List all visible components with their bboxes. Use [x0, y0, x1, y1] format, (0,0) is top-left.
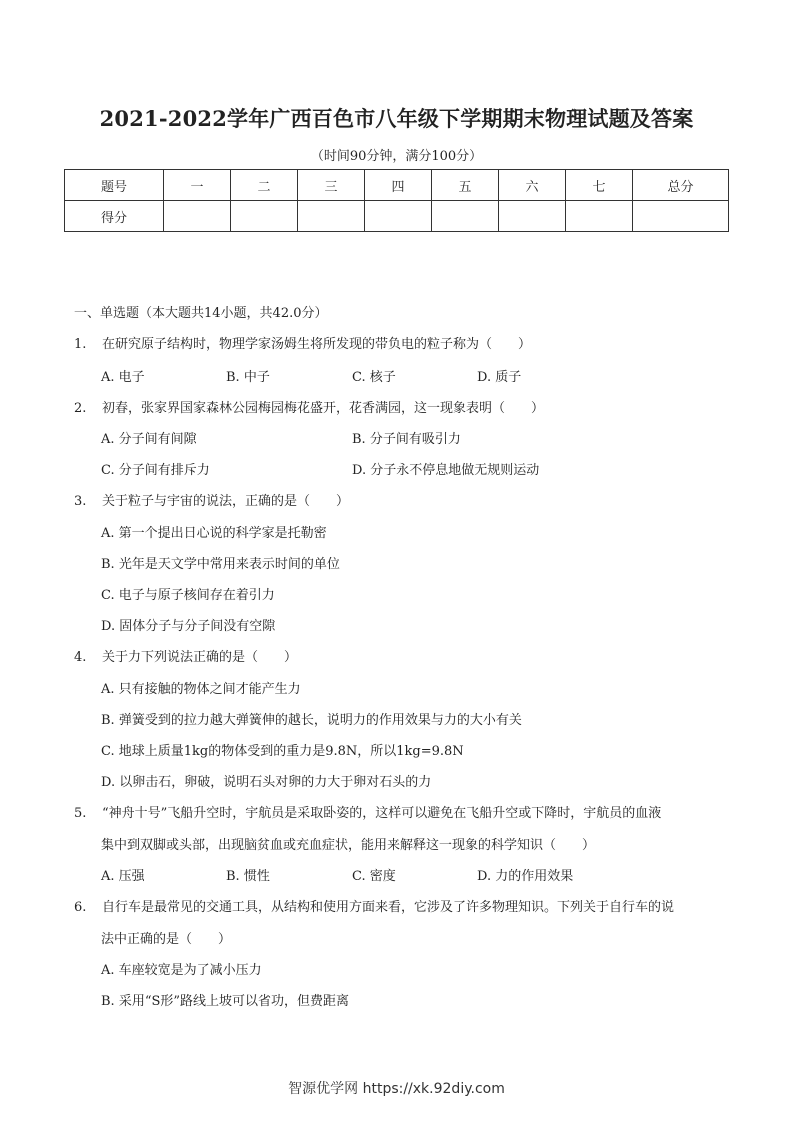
question-number: 4.	[74, 650, 87, 665]
score-cell	[164, 201, 231, 232]
score-table-score-row	[65, 201, 729, 232]
question-text: 自行车是最常见的交通工具，从结构和使用方面来看，它涉及了许多物理知识。下列关于自行车的说	[102, 900, 675, 915]
score-header-cell: 一	[164, 170, 231, 201]
option-b: B. 惯性	[226, 869, 270, 884]
score-table	[64, 169, 729, 232]
option-b: B. 中子	[226, 370, 270, 385]
score-header-cell: 题号	[65, 170, 164, 201]
option-d: D. 质子	[477, 370, 522, 385]
question-2	[74, 397, 544, 416]
option-c: C. 核子	[352, 370, 396, 385]
score-header-cell: 总分	[633, 170, 729, 201]
score-header-cell: 四	[365, 170, 432, 201]
score-cell	[566, 201, 633, 232]
option-d: D. 固体分子与分子间没有空隙	[101, 619, 276, 634]
question-number: 5.	[74, 806, 87, 821]
option-c: C. 地球上质量1kg的物体受到的重力是9.8N，所以1kg=9.8N	[101, 744, 464, 759]
score-cell	[365, 201, 432, 232]
question-1	[74, 333, 531, 352]
question-text-continued: 法中正确的是（ ）	[101, 932, 232, 947]
option-d: D. 分子永不停息地做无规则运动	[352, 463, 540, 478]
score-header-cell: 六	[499, 170, 566, 201]
question-text: 关于粒子与宇宙的说法，正确的是（ ）	[102, 494, 350, 509]
question-text: 关于力下列说法正确的是（ ）	[102, 650, 298, 665]
option-a: A. 第一个提出日心说的科学家是托勒密	[101, 526, 327, 541]
option-c: C. 电子与原子核间存在着引力	[101, 588, 275, 603]
score-cell	[432, 201, 499, 232]
score-cell	[231, 201, 298, 232]
option-a: A. 压强	[101, 869, 145, 884]
question-number: 1.	[74, 337, 87, 352]
option-a: A. 车座较宽是为了减小压力	[101, 963, 262, 978]
score-header-cell: 七	[566, 170, 633, 201]
question-5	[74, 802, 661, 821]
score-table-header-row	[65, 170, 729, 201]
score-header-cell: 五	[432, 170, 499, 201]
score-cell	[499, 201, 566, 232]
option-b: B. 弹簧受到的拉力越大弹簧伸的越长，说明力的作用效果与力的大小有关	[101, 713, 522, 728]
option-a: A. 分子间有间隙	[101, 432, 197, 447]
question-text: 初春，张家界国家森林公园梅园梅花盛开，花香满园，这一现象表明（ ）	[102, 401, 545, 416]
question-text: 在研究原子结构时，物理学家汤姆生将所发现的带负电的粒子称为（ ）	[102, 337, 532, 352]
option-a: A. 电子	[101, 370, 145, 385]
option-b: B. 分子间有吸引力	[352, 432, 461, 447]
option-b: B. 采用“S形”路线上坡可以省功，但费距离	[101, 994, 350, 1009]
question-3	[74, 490, 349, 509]
question-4	[74, 646, 297, 665]
question-text: “神舟十号”飞船升空时，宇航员是采取卧姿的，这样可以避免在飞船升空或下降时，宇航员的血液	[102, 806, 662, 821]
score-cell	[298, 201, 365, 232]
section-title: 一、单选题（本大题共14小题，共42.0分）	[74, 306, 328, 321]
option-d: D. 以卵击石，卵破，说明石头对卵的力大于卵对石头的力	[101, 775, 432, 790]
option-c: C. 分子间有排斥力	[101, 463, 210, 478]
question-number: 6.	[74, 900, 87, 915]
option-d: D. 力的作用效果	[477, 869, 574, 884]
footer-watermark: 智源优学网 https://xk.92diy.com	[288, 1081, 505, 1097]
question-number: 2.	[74, 401, 87, 416]
document-title: 2021-2022学年广西百色市八年级下学期期末物理试题及答案	[99, 106, 694, 131]
document-subtitle: （时间90分钟，满分100分）	[310, 149, 483, 164]
score-header-cell: 二	[231, 170, 298, 201]
score-cell	[633, 201, 729, 232]
question-text-continued: 集中到双脚或头部，出现脑贫血或充血症状，能用来解释这一现象的科学知识（ ）	[101, 838, 596, 853]
score-header-cell: 三	[298, 170, 365, 201]
option-a: A. 只有接触的物体之间才能产生力	[101, 682, 301, 697]
option-b: B. 光年是天文学中常用来表示时间的单位	[101, 557, 340, 572]
question-6	[74, 896, 674, 915]
question-number: 3.	[74, 494, 87, 509]
score-row-label: 得分	[65, 201, 164, 232]
option-c: C. 密度	[352, 869, 396, 884]
